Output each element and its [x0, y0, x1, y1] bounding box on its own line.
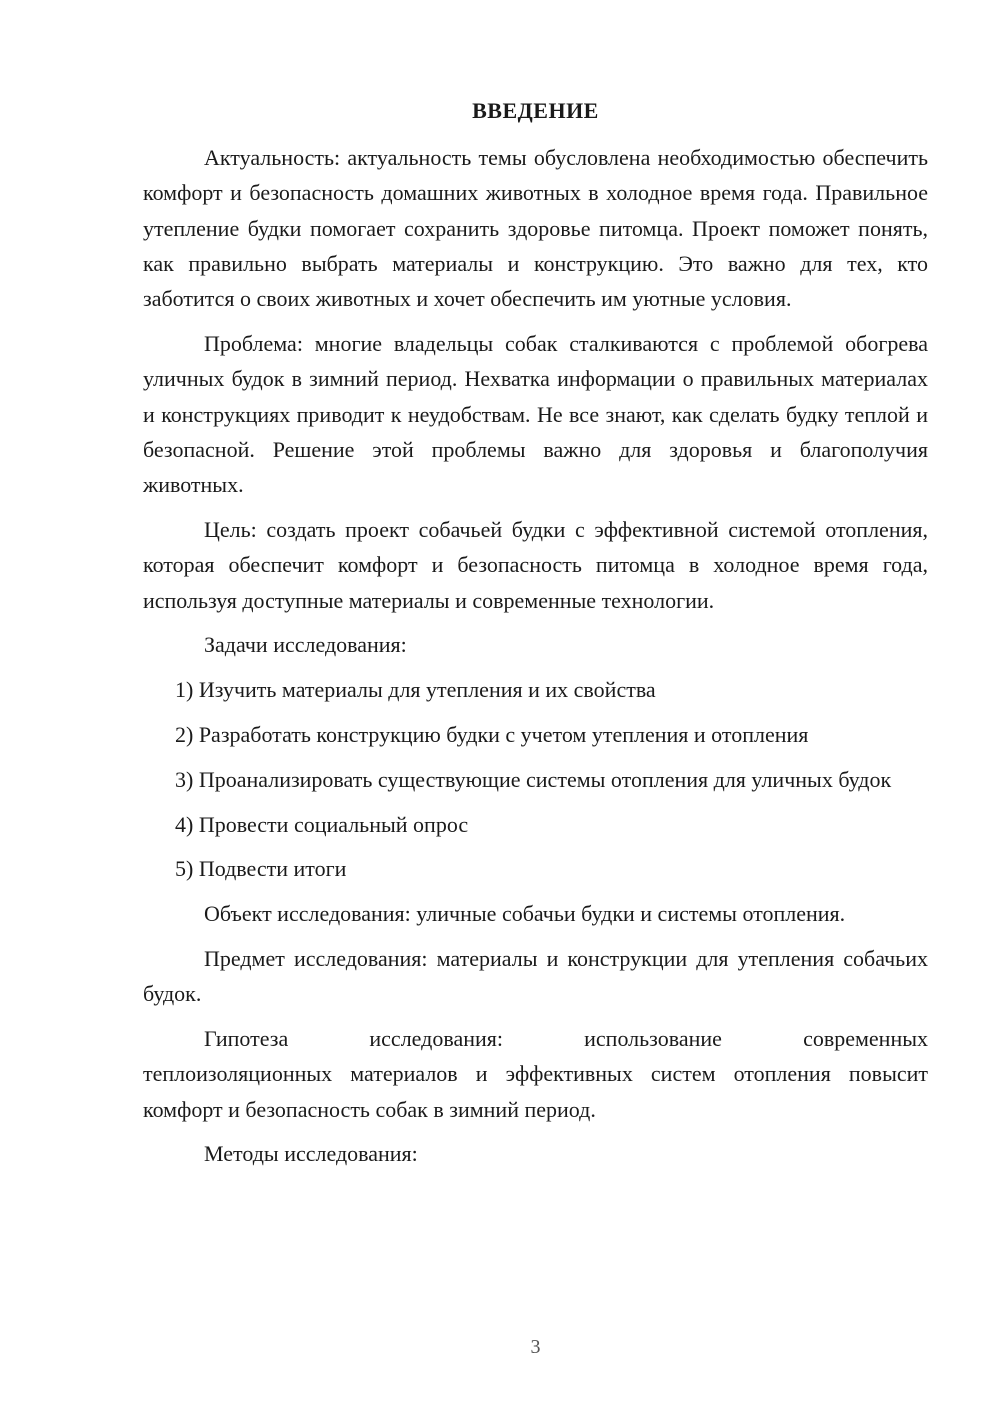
- task-item-5: 5) Подвести итоги: [175, 856, 347, 882]
- subject-paragraph: Предмет исследования: материалы и конструкции для утепления собачьих будок.: [143, 945, 928, 1007]
- task-item-1: 1) Изучить материалы для утепления и их свойства: [175, 677, 656, 703]
- goal-paragraph: Цель: создать проект собачьей будки с эффективной системой отопления, которая обеспечит комфорт и безопасность питомца в холодное время года, используя доступные материалы и современные технологии.: [143, 516, 928, 613]
- tasks-title: Задачи исследования:: [204, 632, 407, 658]
- task-item-3: 3) Проанализировать существующие системы отопления для уличных будок: [175, 766, 892, 792]
- document-heading: ВВЕДЕНИЕ: [472, 98, 599, 123]
- hypothesis-rest: теплоизоляционных материалов и эффективных систем отопления повысит комфорт и безопасность собак в зимний период.: [143, 1061, 928, 1122]
- problem-paragraph: Проблема: многие владельцы собак сталкиваются с проблемой обогрева уличных будок в зимний период. Нехватка информации о правильных материалах и конструкциях приводит к неудобствам. Не все знают, как сделать будку теплой и безопасной. Решение этой проблемы важно для здоровья и благополучия животных.: [143, 330, 928, 498]
- methods-title: Методы исследования:: [204, 1141, 418, 1167]
- hypothesis-paragraph: [143, 1021, 928, 1127]
- task-item-2: 2) Разработать конструкцию будки с учетом утепления и отопления: [175, 721, 809, 747]
- document-page: [143, 0, 928, 1414]
- object-paragraph: Объект исследования: уличные собачьи будки и системы отопления.: [204, 901, 846, 927]
- hypothesis-lead: Гипотеза исследования: использование современных: [204, 1026, 928, 1052]
- relevance-paragraph: Актуальность: актуальность темы обусловлена необходимостью обеспечить комфорт и безопасность домашних животных в холодное время года. Правильное утепление будки помогает сохранить здоровье питомца. Проект поможет понять, как правильно выбрать материалы и конструкцию. Это важно для тех, кто заботится о своих животных и хочет обеспечить им уютные условия.: [143, 145, 928, 312]
- document-body: [143, 140, 928, 1181]
- page-number: 3: [530, 1336, 541, 1358]
- task-item-4: 4) Провести социальный опрос: [175, 811, 469, 837]
